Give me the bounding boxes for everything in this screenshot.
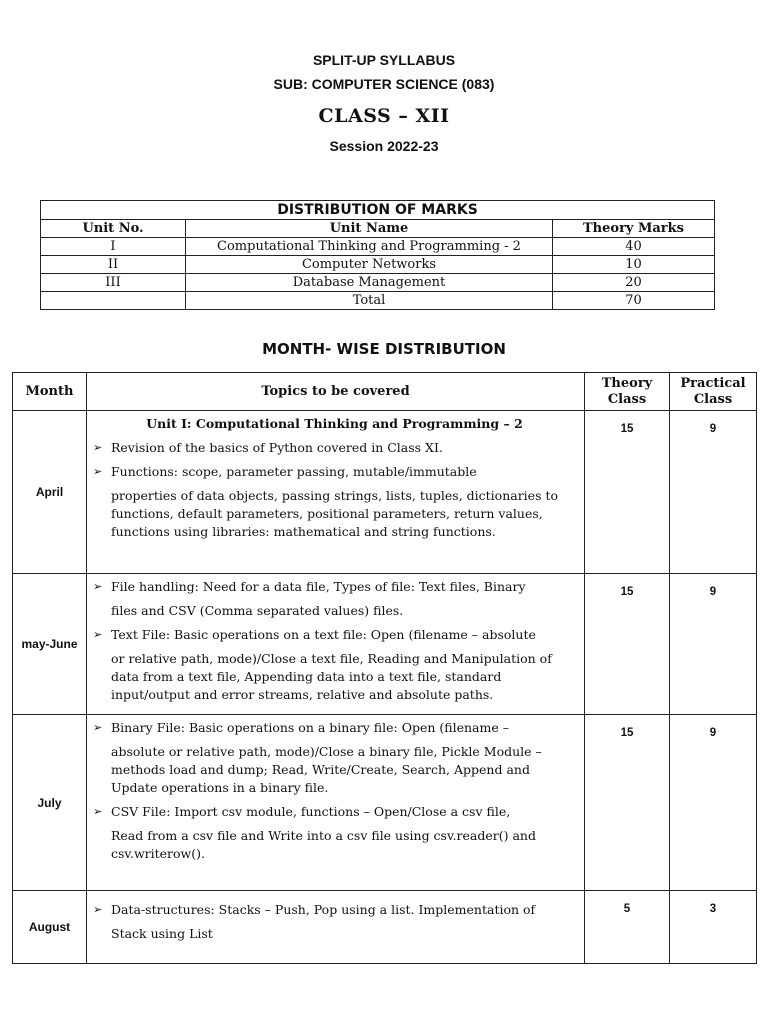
syllabus-heading: SPLIT-UP SYLLABUS <box>312 52 456 68</box>
list-item: ➢ CSV File: Import csv module, functions – Open/Close a csv file, Read from a csv file and Write into a csv file using csv.reader() and csv.writerow(). <box>93 804 536 861</box>
total-row <box>41 292 715 310</box>
theory-marks: 70 <box>553 292 715 310</box>
topics-cell <box>87 574 585 715</box>
class-heading: CLASS – XII <box>318 105 450 127</box>
marks-table-title: DISTRIBUTION OF MARKS <box>41 201 715 220</box>
table-row <box>41 238 715 256</box>
arrow-bullet-icon: ➢ <box>93 903 103 916</box>
table-row <box>13 891 757 964</box>
month-wise-title: MONTH- WISE DISTRIBUTION <box>262 340 506 358</box>
topics-cell <box>87 891 585 964</box>
unit-no: II <box>41 256 186 274</box>
arrow-bullet-icon: ➢ <box>93 628 103 641</box>
topics-cell <box>87 411 585 574</box>
unit-name: Database Management <box>186 274 553 292</box>
practical-class-value: 9 <box>670 574 757 715</box>
col-unit-name: Unit Name <box>186 220 553 238</box>
list-item: ➢ Text File: Basic operations on a text file: Open (filename – absolute or relative path, mode)/Close a text file, Reading and Manipulation of data from a text file, Appending data into a text file, standard input/output and error streams, relative and absolute paths. <box>93 627 552 702</box>
list-item: ➢ Functions: scope, parameter passing, mutable/immutable properties of data objects, passing strings, lists, tuples, dictionaries to functions, default parameters, positional parameters, return values, functions using libraries: mathematical and string functions. <box>93 464 559 539</box>
table-row <box>13 715 757 891</box>
unit-heading: Unit I: Computational Thinking and Programming – 2 <box>146 416 523 431</box>
col-theory-marks: Theory Marks <box>553 220 715 238</box>
marks-distribution-table <box>40 200 715 310</box>
theory-marks: 40 <box>553 238 715 256</box>
practical-class-value: 9 <box>670 411 757 574</box>
practical-class-value: 3 <box>670 891 757 964</box>
table-row <box>41 256 715 274</box>
session-heading: Session 2022-23 <box>329 138 439 154</box>
list-item: ➢ Revision of the basics of Python covered in Class XI. <box>93 440 443 455</box>
theory-class-value: 15 <box>585 574 670 715</box>
col-unit-no: Unit No. <box>41 220 186 238</box>
topics-cell <box>87 715 585 891</box>
month-cell: July <box>13 715 87 891</box>
theory-marks: 10 <box>553 256 715 274</box>
unit-no <box>41 292 186 310</box>
unit-no: I <box>41 238 186 256</box>
unit-no: III <box>41 274 186 292</box>
col-practical-class: Practical Class <box>670 373 757 411</box>
col-topics: Topics to be covered <box>87 373 585 411</box>
arrow-bullet-icon: ➢ <box>93 441 103 454</box>
month-wise-table <box>12 372 757 964</box>
arrow-bullet-icon: ➢ <box>93 721 103 734</box>
theory-marks: 20 <box>553 274 715 292</box>
unit-name: Total <box>186 292 553 310</box>
arrow-bullet-icon: ➢ <box>93 465 103 478</box>
arrow-bullet-icon: ➢ <box>93 580 103 593</box>
list-item: ➢ Data-structures: Stacks – Push, Pop using a list. Implementation of Stack using List <box>93 902 536 941</box>
month-cell: August <box>13 891 87 964</box>
month-cell: may-June <box>13 574 87 715</box>
table-row <box>13 411 757 574</box>
table-row <box>41 274 715 292</box>
col-month: Month <box>13 373 87 411</box>
subject-heading: SUB: COMPUTER SCIENCE (083) <box>273 76 495 92</box>
list-item: ➢ Binary File: Basic operations on a binary file: Open (filename – absolute or relative path, mode)/Close a binary file, Pickle Module – methods load and dump; Read, Write/Create, Search, Append and Update operations in a binary file. <box>93 720 542 795</box>
unit-name: Computer Networks <box>186 256 553 274</box>
theory-class-value: 15 <box>585 411 670 574</box>
practical-class-value: 9 <box>670 715 757 891</box>
unit-name: Computational Thinking and Programming - 2 <box>186 238 553 256</box>
list-item: ➢ File handling: Need for a data file, Types of file: Text files, Binary files and CSV (Comma separated values) files. <box>93 579 526 618</box>
theory-class-value: 15 <box>585 715 670 891</box>
col-theory-class: Theory Class <box>585 373 670 411</box>
month-cell: April <box>13 411 87 574</box>
arrow-bullet-icon: ➢ <box>93 805 103 818</box>
table-row <box>13 574 757 715</box>
theory-class-value: 5 <box>585 891 670 964</box>
